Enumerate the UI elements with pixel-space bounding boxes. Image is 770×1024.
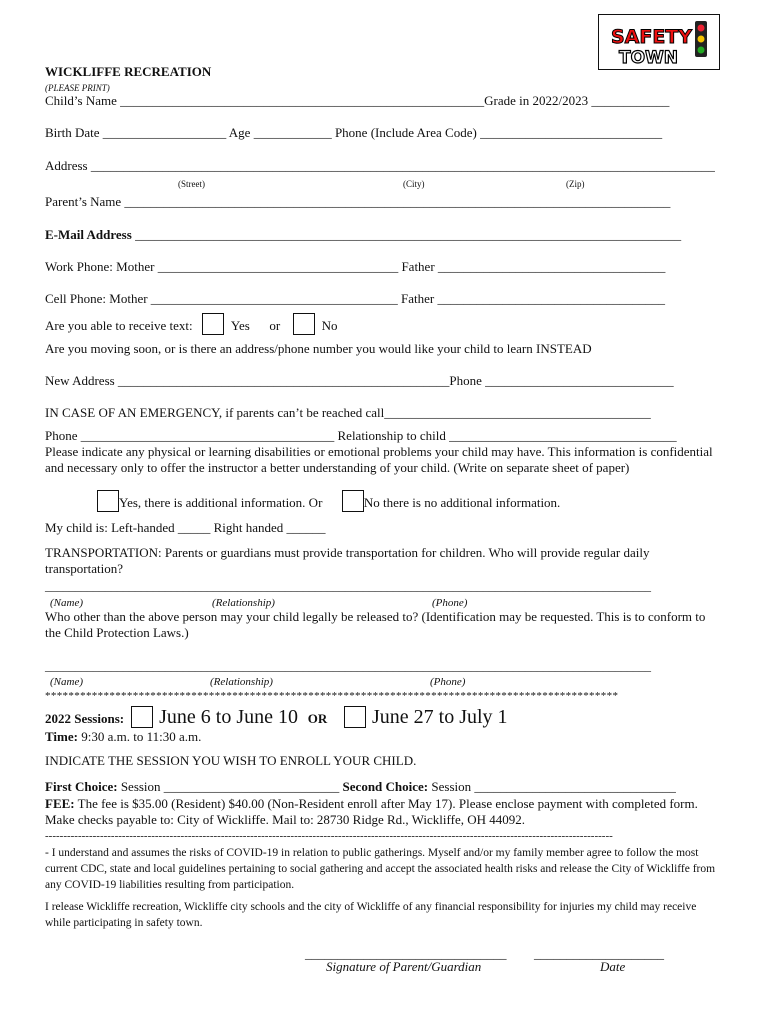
relationship-label: (Relationship) <box>212 597 275 609</box>
indicate-session: INDICATE THE SESSION YOU WISH TO ENROLL YOUR CHILD. <box>45 753 417 768</box>
child-name-field[interactable]: Child’s Name ________________________________________________________Grade in 2022/2023 ____________ <box>45 93 670 108</box>
sessions-label: 2022 Sessions: <box>45 711 125 726</box>
choice-row[interactable] <box>45 779 676 795</box>
text-no-checkbox[interactable] <box>293 313 315 335</box>
first-choice-line[interactable]: Session ___________________________ <box>117 779 340 794</box>
second-choice-label: Second Choice: <box>342 779 429 794</box>
emergency-contact-field[interactable]: IN CASE OF AN EMERGENCY, if parents can’t be reached call_________________________________________ <box>45 405 651 420</box>
address-field[interactable]: Address ________________________________________________________________________________________________ <box>45 158 715 173</box>
disabilities-text: Please indicate any physical or learning disabilities or emotional problems your child may have. This information is confidential and necessary only to offer the instructor a better understanding of your child. (Write on separate sheet of paper) <box>45 444 713 475</box>
yes-label: Yes <box>230 318 250 333</box>
sessions-or: OR <box>307 711 328 726</box>
signature-label: Signature of Parent/Guardian <box>326 959 482 974</box>
parent-name-field[interactable]: Parent’s Name ____________________________________________________________________________________ <box>45 194 671 209</box>
email-line: ____________________________________________________________________________________ <box>135 227 682 242</box>
phone-label-2: (Phone) <box>430 676 466 688</box>
first-choice-label: First Choice: <box>45 779 118 794</box>
phone-relationship-field[interactable]: Phone _______________________________________ Relationship to child ___________________________________ <box>45 428 677 443</box>
time-row <box>45 729 201 745</box>
liability-release: I release Wickliffe recreation, Wickliffe city schools and the city of Wickliffe of any financial responsibility for injuries my child may receive while participating in safety town. <box>45 901 697 929</box>
date-line[interactable]: ____________________ <box>534 946 664 961</box>
or-label: or <box>269 318 281 333</box>
please-print: (PLEASE PRINT) <box>45 83 110 93</box>
relationship-label-2: (Relationship) <box>210 676 273 688</box>
additional-info-row <box>97 490 560 512</box>
signature-line[interactable]: _______________________________ <box>305 946 507 961</box>
street-label: (Street) <box>178 179 205 189</box>
org-title: WICKLIFFE RECREATION <box>45 64 212 79</box>
release-line[interactable]: _____________________________________________________________________________________________________ <box>45 659 651 673</box>
name-label: (Name) <box>50 597 83 609</box>
text-question: Are you able to receive text: <box>45 318 193 333</box>
city-label: (City) <box>403 179 425 189</box>
release-question: Who other than the above person may your child legally be released to? (Identification may be requested. This is to conform to the Child Protection Laws.) <box>45 609 706 640</box>
time-label: Time: <box>45 729 78 744</box>
separator-stars: ************************************************************************************************** <box>45 690 619 702</box>
work-phone-field[interactable]: Work Phone: Mother _____________________________________ Father ___________________________________ <box>45 259 666 274</box>
cell-phone-field[interactable]: Cell Phone: Mother ______________________________________ Father ___________________________________ <box>45 291 666 306</box>
yes-info-label: Yes, there is additional information. Or <box>119 495 323 510</box>
fee-label: FEE: <box>45 796 75 811</box>
birth-age-phone-field[interactable]: Birth Date ___________________ Age ____________ Phone (Include Area Code) ____________________________ <box>45 125 663 140</box>
fee-body: The fee is $35.00 (Resident) $40.00 (Non-Resident enroll after May 17). Please enclose payment with completed form. Make checks payable to: City of Wickliffe. Mail to: 28730 Ridge Rd., Wickliffe, OH 44092. <box>45 796 698 827</box>
time-value: 9:30 a.m. to 11:30 a.m. <box>77 729 202 744</box>
session2-checkbox[interactable] <box>344 706 366 728</box>
no-info-checkbox[interactable] <box>342 490 364 512</box>
text-yes-checkbox[interactable] <box>202 313 224 335</box>
fee-text <box>45 796 720 828</box>
second-choice-line[interactable]: Session _______________________________ <box>428 779 676 794</box>
separator-dashes: ----------------------------------------------------------------------------------------------------------------------------------------------------------- <box>45 830 613 842</box>
session1-checkbox[interactable] <box>131 706 153 728</box>
yes-info-checkbox[interactable] <box>97 490 119 512</box>
covid-waiver: - I understand and assumes the risks of COVID-19 in relation to public gatherings. Myself and/or my family member agree to follow the most current CDC, state and local guidelines pertaining to social gathering and accept the associated health risks and release the City of Wickliffe from any COVID-19 liabilities resulting from participation. <box>45 847 716 891</box>
session2-label: June 27 to July 1 <box>372 706 508 728</box>
zip-label: (Zip) <box>566 179 585 189</box>
session1-label: June 6 to June 10 <box>159 706 298 728</box>
no-info-label: No there is no additional information. <box>363 495 561 510</box>
phone-label: (Phone) <box>432 597 468 609</box>
logo-word-town: TOWN <box>619 48 679 68</box>
logo-word-safety: SAFETY <box>611 26 693 48</box>
transport-line[interactable]: _____________________________________________________________________________________________________ <box>45 579 651 593</box>
no-label: No <box>321 318 338 333</box>
moving-question: Are you moving soon, or is there an address/phone number you would like your child to learn INSTEAD <box>45 341 592 356</box>
safety-town-logo <box>598 14 720 70</box>
sessions-row <box>45 706 508 728</box>
email-label: E-Mail Address <box>45 227 132 242</box>
transportation-text: TRANSPORTATION: Parents or guardians must provide transportation for children. Who will provide regular daily transportation? <box>45 545 650 576</box>
handedness-field[interactable]: My child is: Left-handed _____ Right handed ______ <box>45 520 326 535</box>
date-label: Date <box>600 959 626 974</box>
name-label-2: (Name) <box>50 676 83 688</box>
new-address-field[interactable]: New Address ___________________________________________________Phone _____________________________ <box>45 373 674 388</box>
logo-graphic <box>599 15 718 68</box>
email-field[interactable] <box>45 227 681 243</box>
text-question-row <box>45 313 338 335</box>
